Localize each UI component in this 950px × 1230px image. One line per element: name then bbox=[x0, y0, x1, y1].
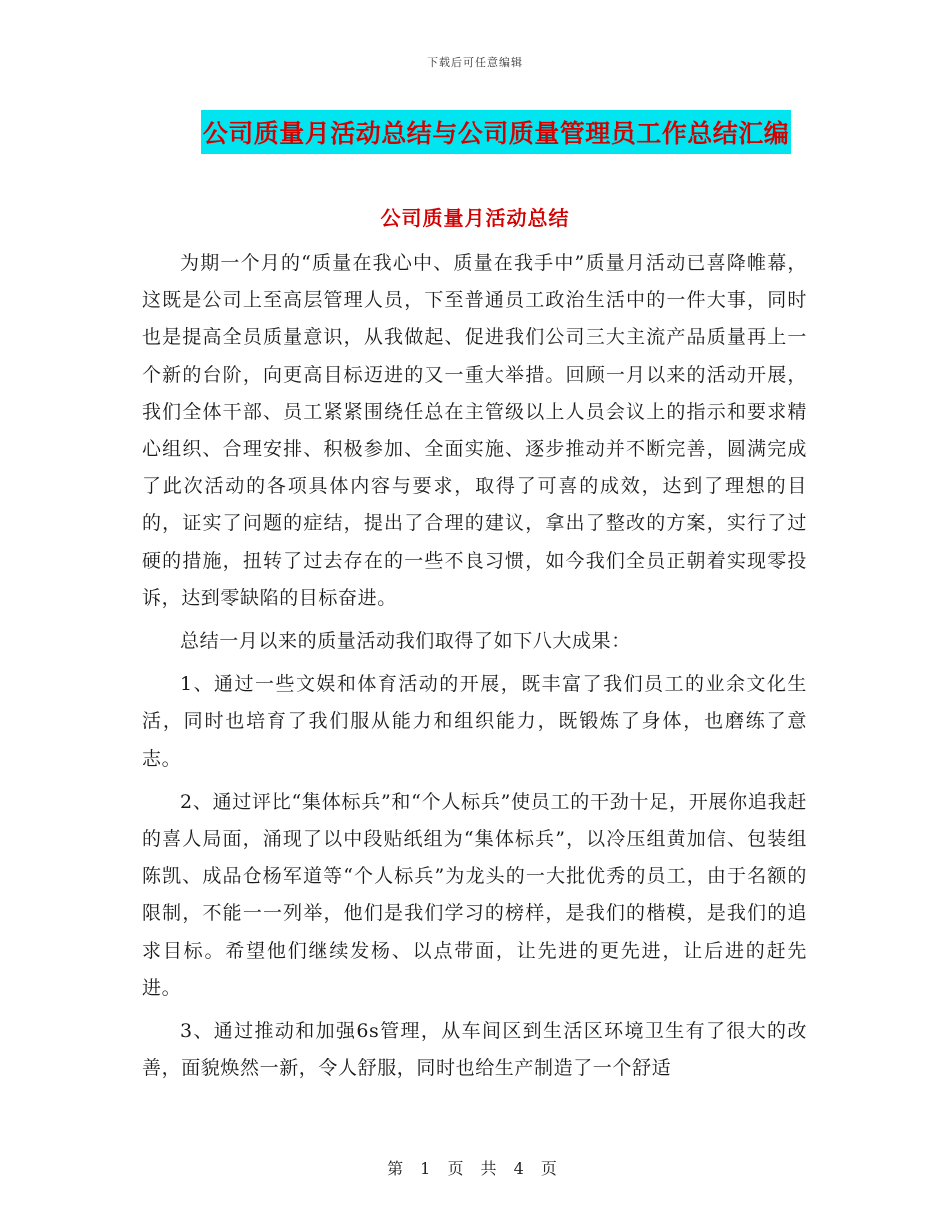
page-header-note: 下载后可任意编辑 bbox=[427, 56, 523, 69]
paragraph-summary-lead: 总结一月以来的质量活动我们取得了如下八大成果： bbox=[180, 630, 631, 653]
document-body bbox=[142, 245, 807, 1087]
paragraph-result-1: 1、通过一些文娱和体育活动的开展，既丰富了我们员工的业余文化生活，同时也培育了我们服从能力和组织能力，既锻炼了身体，也磨练了意志。 bbox=[142, 673, 807, 770]
paragraph-intro: 为期一个月的“质量在我心中、质量在我手中”质量月活动已喜降帷幕，这既是公司上至高层管理人员，下至普通员工政治生活中的一件大事，同时也是提高全员质量意识，从我做起、促进我们公司三大主流产品质量再上一个新的台阶，向更高目标迈进的又一重大举措。回顾一月以来的活动开展，我们全体干部、员工紧紧围绕任总在主管级以上人员会议上的指示和要求精心组织、合理安排、积极参加、全面实施、逐步推动并不断完善，圆满完成了此次活动的各项具体内容与要求，取得了可喜的成效，达到了理想的目的，证实了问题的症结，提出了合理的建议，拿出了整改的方案，实行了过硬的措施，扭转了过去存在的一些不良习惯，如今我们全员正朝着实现零投诉，达到零缺陷的目标奋进。 bbox=[142, 252, 807, 609]
section-title: 公司质量月活动总结 bbox=[380, 206, 570, 230]
document-title: 公司质量月活动总结与公司质量管理员工作总结汇编 bbox=[201, 110, 792, 154]
document-title-container bbox=[0, 110, 950, 154]
paragraph-result-3: 3、通过推动和加强6s管理，从车间区到生活区环境卫生有了很大的改善，面貌焕然一新，令人舒服，同时也给生产制造了一个舒适 bbox=[142, 1020, 807, 1080]
page-footer-pagination: 第 1 页 共 4 页 bbox=[387, 1159, 563, 1178]
paragraph-result-2: 2、通过评比“集体标兵”和“个人标兵”使员工的干劲十足，开展你追我赶的喜人局面，涌现了以中段贴纸组为“集体标兵”，以冷压组黄加信、包装组陈凯、成品仓杨军道等“个人标兵”为龙头的一大批优秀的员工，由于名额的限制，不能一一列举，他们是我们学习的榜样，是我们的楷模，是我们的追求目标。希望他们继续发杨、以点带面，让先进的更先进，让后进的赶先进。 bbox=[142, 790, 807, 999]
